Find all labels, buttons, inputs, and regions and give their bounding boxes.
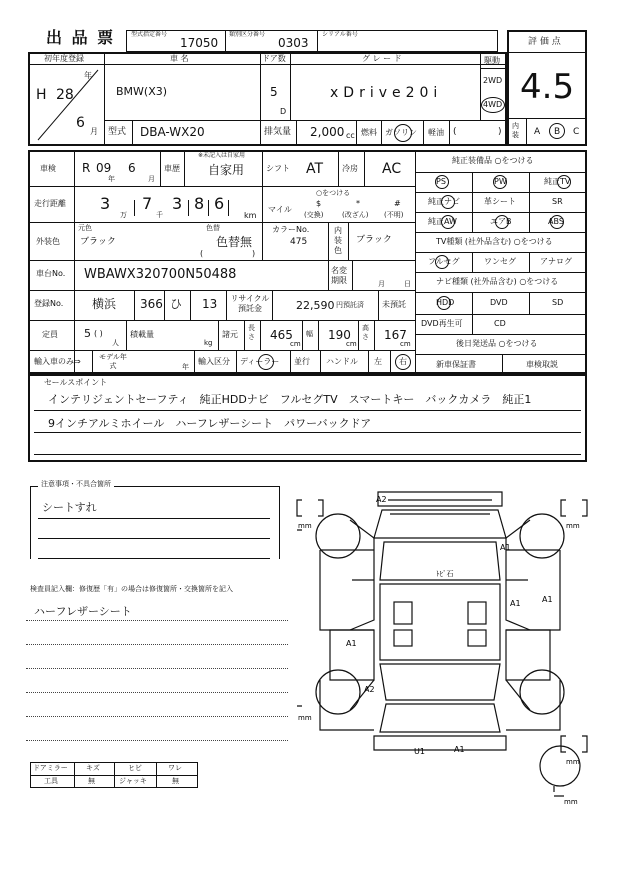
height-value: 167 xyxy=(384,328,407,342)
height-unit: cm xyxy=(400,340,411,348)
capacity-paren: ( ) xyxy=(94,329,103,338)
inspection-year: 09 xyxy=(96,161,112,175)
mm-right-front: mm xyxy=(566,522,580,530)
grade-label: グ レ ー ド xyxy=(362,54,402,63)
mark-rear-bumper-u1: U1 xyxy=(414,747,425,756)
sales-points-label: セールスポイント xyxy=(44,378,108,387)
equip-abs: ABS xyxy=(548,217,564,226)
interior-b-circle xyxy=(549,123,565,139)
cd-label: CD xyxy=(494,319,506,328)
inspector-line1: ハーフレザーシート xyxy=(34,605,132,618)
navi-sd: SD xyxy=(552,298,564,307)
inspection-label: 車検 xyxy=(40,164,56,173)
tv-analog: アナログ xyxy=(540,257,572,266)
first-reg-year: 28 xyxy=(56,87,74,103)
dealer-circle xyxy=(258,354,274,370)
width-label: 幅 xyxy=(306,330,313,338)
reg-kana: ひ xyxy=(170,297,183,311)
mileage-digit-3: 3 xyxy=(172,194,183,213)
displacement-label: 排気量 xyxy=(264,127,292,137)
first-reg-label: 初年度登録 xyxy=(44,54,84,63)
name-change-label: 名変期限 xyxy=(331,266,347,285)
right-circle xyxy=(395,354,411,370)
mark-windshield: ﾄﾋﾞ石 xyxy=(436,570,454,578)
tv-fullseg: フルセグ xyxy=(428,257,460,266)
history-value: 自家用 xyxy=(208,163,245,177)
legend-tool: 工具 xyxy=(44,777,58,785)
interior-b: B xyxy=(554,127,561,137)
vin-value: WBAWX320700N50488 xyxy=(84,267,237,282)
car-name-label: 車 名 xyxy=(170,54,189,63)
sales-points-line2: 9インチアルミホイール ハーフレザーシート パワーバックドア xyxy=(48,417,372,430)
color-change-label: 色替 xyxy=(206,224,220,232)
drive-label: 駆動 xyxy=(484,56,500,65)
color-code-label: カラーNo. xyxy=(272,225,310,234)
notes-label: 注意事項・不具合箇所 xyxy=(38,481,114,488)
fuel-label: 燃料 xyxy=(361,128,377,137)
drive-2wd: 2WD xyxy=(483,76,503,85)
first-reg-month: 6 xyxy=(76,115,85,131)
history-note: ※未記入は自家用 xyxy=(198,152,246,159)
form-title: 出 品 票 xyxy=(46,28,116,47)
mark-rear-bumper-a1: A1 xyxy=(454,745,465,754)
mileage-sen: 千 xyxy=(156,211,163,219)
mileage-digit-4: 8 xyxy=(194,194,205,213)
equip-sr: SR xyxy=(552,197,563,206)
drive-4wd-circle xyxy=(481,97,505,113)
reg-number: 13 xyxy=(202,297,218,311)
first-reg-era: H xyxy=(36,87,47,103)
reg-label: 登録No. xyxy=(34,299,64,308)
dims-note: 諸元 xyxy=(222,330,238,339)
equip-navi: 純正ナビ xyxy=(428,197,460,206)
model-no-label: 型式指定番号 xyxy=(131,31,168,38)
inspection-year-unit: 年 xyxy=(108,175,115,183)
handle-label: ハンドル xyxy=(326,357,358,366)
equip-leather: 革シート xyxy=(484,197,516,206)
color-paren-open: ( xyxy=(200,249,204,258)
grade-value: xDrive20i xyxy=(330,85,443,101)
notes-box xyxy=(30,486,280,559)
doors-value: 5 xyxy=(270,85,278,99)
length-value: 465 xyxy=(270,328,293,342)
class-no-label: 類別区分番号 xyxy=(229,31,266,38)
fuel-gasoline-circle xyxy=(394,124,412,142)
displacement-value: 2,000 xyxy=(310,125,345,139)
shift-label: シフト xyxy=(266,164,290,173)
length-label: 長さ xyxy=(248,324,255,341)
width-unit: cm xyxy=(346,340,357,348)
legend-crack: ヒビ xyxy=(128,764,142,772)
serial-label: シリアル番号 xyxy=(322,31,358,38)
inspection-month-unit: 月 xyxy=(148,175,155,183)
height-label: 高さ xyxy=(362,324,369,341)
score-value: 4.5 xyxy=(520,67,575,107)
mileage-unknown: (不明) xyxy=(384,211,404,219)
interior-label: 内装 xyxy=(512,122,519,139)
drive-4wd: 4WD xyxy=(483,100,503,109)
mileage-exchange-sym: $ xyxy=(316,199,322,208)
recycle-value: 22,590 xyxy=(296,299,335,312)
mark-right-door: A1 xyxy=(510,599,521,608)
first-reg-year-unit: 年 xyxy=(84,71,92,80)
mileage-exchange: (交換) xyxy=(304,211,324,219)
fuel-gasoline: ガソリン xyxy=(385,128,417,137)
import-label: 輸入車のみ⇒ xyxy=(34,357,81,366)
mm-left-front: mm xyxy=(298,522,312,530)
mileage-mile: マイル xyxy=(268,205,292,214)
capacity-value: 5 xyxy=(84,327,91,340)
fuel-other-close: ) xyxy=(498,127,502,137)
history-label: 車歴 xyxy=(164,164,180,173)
interior-a: A xyxy=(534,127,541,137)
car-damage-diagram xyxy=(290,480,600,810)
model-type-label: 型式 xyxy=(108,127,127,137)
navi-hdd: HDD xyxy=(436,298,455,307)
left-label: 左 xyxy=(374,357,382,366)
mileage-digit-5: 6 xyxy=(214,194,225,213)
later-manual: 車検取説 xyxy=(526,360,558,369)
class-no: 0303 xyxy=(278,36,309,50)
int-color-label: 内装色 xyxy=(334,226,342,255)
load-label: 積載量 xyxy=(130,330,154,339)
cooler-value: AC xyxy=(382,161,402,177)
car-name: BMW(X3) xyxy=(116,85,168,98)
interior-c: C xyxy=(573,127,580,137)
mileage-man: 万 xyxy=(120,211,127,219)
later-header: 後日発送品 ○をつける xyxy=(456,339,538,348)
mm-left-rear: mm xyxy=(298,714,312,722)
recycle-unit: 円預託済 xyxy=(336,301,364,309)
mileage-tamper-sym: * xyxy=(356,199,360,208)
model-year-label: モデル年式 xyxy=(99,353,127,370)
score-label: 評 価 点 xyxy=(528,37,561,47)
mileage-unit: km xyxy=(244,211,257,220)
model-no: 17050 xyxy=(180,36,219,50)
vin-label: 車台No. xyxy=(36,269,66,278)
mark-right-front-fender: A1 xyxy=(500,543,511,552)
color-change: 色替無 xyxy=(216,235,253,249)
tv-header: TV種類 (社外品含む) ○をつける xyxy=(436,237,553,246)
displacement-unit: cc xyxy=(346,131,355,140)
mm-spare: mm xyxy=(564,798,578,806)
mileage-tamper: (改ざん) xyxy=(342,211,369,219)
mileage-label: 走行距離 xyxy=(34,199,66,208)
orig-color-label: 元色 xyxy=(78,224,92,232)
equip-airbag: エアB xyxy=(490,217,512,226)
dealer-label: ディーラー xyxy=(240,357,280,366)
reg-city: 横浜 xyxy=(92,297,117,311)
equip-aw: 純正AW xyxy=(428,217,457,226)
dvd-playback: DVD再生可 xyxy=(421,319,463,328)
orig-color: ブラック xyxy=(80,237,116,247)
later-warranty: 新車保証書 xyxy=(436,360,476,369)
tv-oneseg: ワンセグ xyxy=(484,257,516,266)
mileage-mark-note: ○をつける xyxy=(316,189,351,197)
mileage-digit-1: 3 xyxy=(100,194,111,213)
capacity-label: 定員 xyxy=(42,330,58,339)
sales-points-line1: インテリジェントセーフティ 純正HDDナビ フルセグTV スマートキー バックカメラ 純正1 xyxy=(48,393,532,406)
equipment-header: 純正装備品 ○をつける xyxy=(452,156,534,165)
door-suffix: D xyxy=(280,107,287,116)
right-label: 右 xyxy=(399,357,407,366)
doors-label: ドア数 xyxy=(262,54,286,63)
equip-ps: PS xyxy=(436,177,446,186)
mileage-digit-2: 7 xyxy=(142,194,153,213)
legend-jack-value: 無 xyxy=(172,777,179,785)
ext-color-label: 外装色 xyxy=(36,237,60,246)
inspector-label: 検査員記入欄：修復歴「有」の場合は修復箇所・交換箇所を記入 xyxy=(30,585,233,593)
notes-line1: シートすれ xyxy=(42,501,97,514)
cooler-label: 冷房 xyxy=(342,164,358,173)
capacity-unit: 人 xyxy=(112,339,119,347)
mark-left-rear: A2 xyxy=(364,685,375,694)
load-unit: kg xyxy=(204,339,213,347)
equip-pw: PW xyxy=(494,177,507,186)
model-type: DBA-WX20 xyxy=(140,125,205,139)
name-change-day: 日 xyxy=(404,280,411,288)
model-year-unit: 年 xyxy=(182,363,189,371)
mark-right-door-upper: A1 xyxy=(542,595,553,604)
inspection-month: 6 xyxy=(128,161,136,175)
legend-scratch: キズ xyxy=(86,764,100,772)
mark-front-bumper: A2 xyxy=(376,495,387,504)
recycle-label: リサイクル預託金 xyxy=(230,294,270,313)
equip-tv: 純正TV xyxy=(544,177,571,186)
fuel-other-open: ( xyxy=(453,127,457,137)
reg-class: 366 xyxy=(140,297,163,311)
import-type-label: 輸入区分 xyxy=(198,357,230,366)
first-reg-month-unit: 月 xyxy=(90,127,98,136)
navi-header: ナビ種類 (社外品含む) ○をつける xyxy=(436,277,559,286)
inspection-era: R xyxy=(82,161,91,175)
mm-right-rear: mm xyxy=(566,758,580,766)
width-value: 190 xyxy=(328,328,351,342)
legend-jack: ジャッキ xyxy=(119,777,147,785)
color-paren-close: ) xyxy=(252,249,256,258)
length-unit: cm xyxy=(290,340,301,348)
legend-door-mirror: ドアミラー xyxy=(33,764,68,772)
fuel-diesel: 軽油 xyxy=(428,128,444,137)
legend-tool-value: 無 xyxy=(88,777,95,785)
recycle-status: 未預託 xyxy=(382,300,406,309)
name-change-month: 月 xyxy=(378,280,385,288)
mark-left-door: A1 xyxy=(346,639,357,648)
navi-dvd: DVD xyxy=(490,298,508,307)
color-code: 475 xyxy=(290,237,308,247)
legend-break: ワレ xyxy=(168,764,182,772)
shift-value: AT xyxy=(306,161,324,177)
parallel-label: 並行 xyxy=(294,357,310,366)
int-color: ブラック xyxy=(356,235,392,245)
mileage-unknown-sym: # xyxy=(394,199,401,208)
